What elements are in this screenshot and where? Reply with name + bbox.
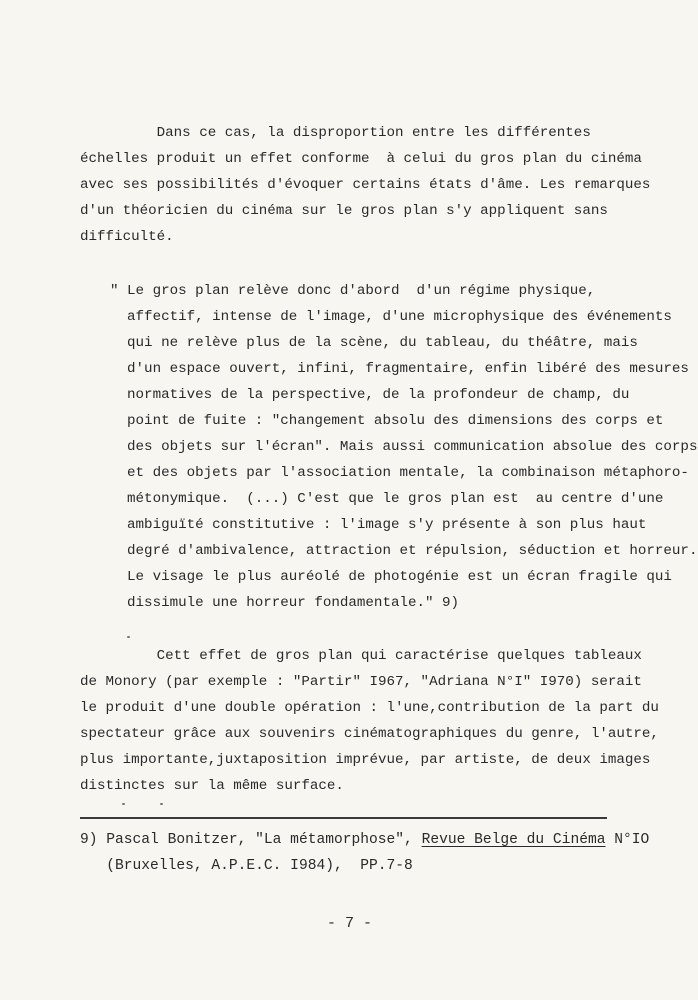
text-line: plus importante,juxtaposition imprévue, par artiste, de deux images [80, 752, 651, 768]
quote-line: d'un espace ouvert, infini, fragmentaire, enfin libéré des mesures [110, 361, 689, 377]
quote-line: point de fuite : "changement absolu des dimensions des corps et [110, 413, 664, 429]
footnote-rule [80, 817, 607, 819]
text-line: échelles produit un effet conforme à celui du gros plan du cinéma [80, 151, 642, 167]
scan-speck [122, 803, 125, 805]
quote-line: dissimule une horreur fondamentale." 9) [110, 595, 460, 611]
page-number: - 7 - [327, 915, 373, 932]
quote-line: affectif, intense de l'image, d'une microphysique des événements [110, 309, 672, 325]
text-line: d'un théoricien du cinéma sur le gros plan s'y appliquent sans [80, 203, 608, 219]
text-line: de Monory (par exemple : "Partir" I967, "Adriana N°I" I970) serait [80, 674, 642, 690]
footnote-line [80, 831, 649, 849]
scan-speck [160, 803, 163, 805]
quote-line: " Le gros plan relève donc d'abord d'un régime physique, [110, 283, 596, 299]
text-line: Dans ce cas, la disproportion entre les différentes [80, 125, 591, 141]
footnote-journal: Revue Belge du Cinéma [421, 832, 606, 848]
text-line: le produit d'une double opération : l'une,contribution de la part du [80, 700, 659, 716]
quote-line: normatives de la perspective, de la profondeur de champ, du [110, 387, 630, 403]
text-line: distinctes sur la même surface. [80, 778, 344, 794]
footnote-prefix: 9) Pascal Bonitzer, "La métamorphose", [80, 832, 422, 848]
quote-line: et des objets par l'association mentale, la combinaison métaphoro- [110, 465, 689, 481]
quote-line: des objets sur l'écran". Mais aussi communication absolue des corps [110, 439, 698, 455]
footnote-suffix: N°IO [605, 832, 650, 848]
scan-speck [127, 636, 130, 638]
text-line: avec ses possibilités d'évoquer certains états d'âme. Les remarques [80, 177, 651, 193]
quote-line: qui ne relève plus de la scène, du tableau, du théâtre, mais [110, 335, 638, 351]
text-line: Cett effet de gros plan qui caractérise quelques tableaux [80, 648, 642, 664]
quote-line: ambiguïté constitutive : l'image s'y présente à son plus haut [110, 517, 647, 533]
quote-line: degré d'ambivalence, attraction et répulsion, séduction et horreur. [110, 543, 698, 559]
quote-line: Le visage le plus auréolé de photogénie est un écran fragile qui [110, 569, 672, 585]
footnote-line-2: (Bruxelles, A.P.E.C. I984), PP.7-8 [80, 858, 413, 874]
text-line: difficulté. [80, 229, 174, 245]
text-line: spectateur grâce aux souvenirs cinématographiques du genre, l'autre, [80, 726, 659, 742]
quote-line: métonymique. (...) C'est que le gros plan est au centre d'une [110, 491, 664, 507]
